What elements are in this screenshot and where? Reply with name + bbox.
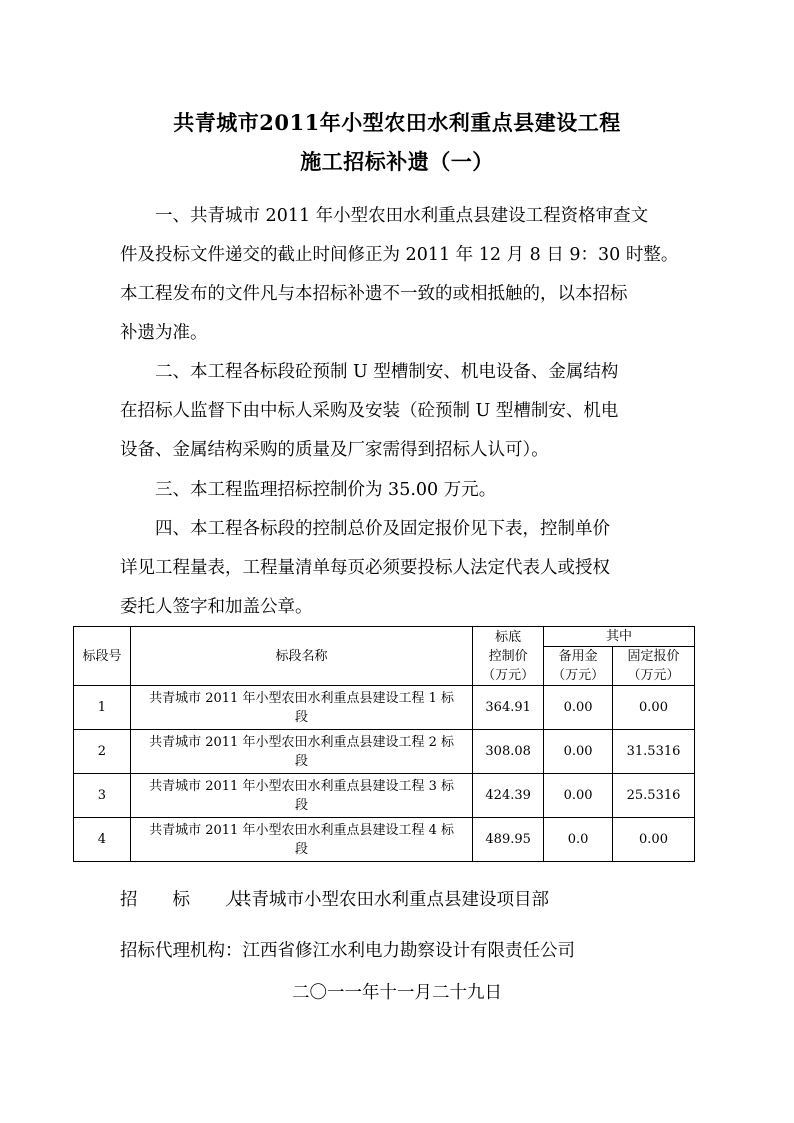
header-fixed-price xyxy=(613,647,695,686)
agency-label: 招标代理机构： xyxy=(120,941,243,961)
paragraph-4 xyxy=(120,510,676,627)
page-title-line2: 施工招标补遗（一） xyxy=(300,149,494,174)
table-row xyxy=(74,730,695,774)
cell-section-name xyxy=(130,730,472,774)
table-row xyxy=(74,774,695,818)
cell-reserve: 0.00 xyxy=(544,686,613,730)
tenderer-label: 招 标 人： xyxy=(120,890,260,910)
cell-section-name xyxy=(130,686,472,730)
agency-line xyxy=(120,937,575,962)
cell-control-price: 424.39 xyxy=(473,774,544,818)
header-control-price-l2: 控制价 xyxy=(488,648,528,664)
cell-name-l1: 共青城市 2011 年小型农田水利重点县建设工程 1 标 xyxy=(149,690,454,706)
cell-control-price: 489.95 xyxy=(473,818,544,862)
cell-section-name xyxy=(130,818,472,862)
page-title-line1: 共青城市2011年小型农田水利重点县建设工程 xyxy=(173,110,621,135)
bid-section-table xyxy=(73,626,695,862)
paragraph-line: 本工程发布的文件凡与本招标补遗不一致的或相抵触的，以本招标 xyxy=(120,284,628,304)
header-reserve xyxy=(544,647,613,686)
header-control-price xyxy=(473,627,544,686)
paragraph-line: 件及投标文件递交的截止时间修正为 2011 年 12 月 8 日 9：30 时整。 xyxy=(120,245,679,265)
paragraph-line: 补遗为准。 xyxy=(120,323,208,343)
header-control-price-l3: （万元） xyxy=(482,667,535,683)
cell-section-no: 2 xyxy=(74,730,131,774)
header-section-name: 标段名称 xyxy=(130,627,472,686)
cell-control-price: 364.91 xyxy=(473,686,544,730)
cell-fixed-price: 0.00 xyxy=(613,686,695,730)
header-section-no: 标段号 xyxy=(74,627,131,686)
cell-name-l2: 段 xyxy=(295,797,309,813)
cell-reserve: 0.00 xyxy=(544,730,613,774)
cell-name-l2: 段 xyxy=(295,709,309,725)
cell-name-l1: 共青城市 2011 年小型农田水利重点县建设工程 2 标 xyxy=(149,734,454,750)
cell-name-l2: 段 xyxy=(295,753,309,769)
cell-section-no: 4 xyxy=(74,818,131,862)
tenderer-line xyxy=(120,886,549,911)
paragraph-line: 一、共青城市 2011 年小型农田水利重点县建设工程资格审查文 xyxy=(120,206,649,226)
paragraph-line: 三、本工程监理招标控制价为 35.00 万元。 xyxy=(120,480,497,500)
header-fixed-l1: 固定报价 xyxy=(627,649,680,664)
paragraph-line: 委托人签字和加盖公章。 xyxy=(120,597,313,617)
table-row xyxy=(74,686,695,730)
cell-section-no: 1 xyxy=(74,686,131,730)
paragraph-line: 设备、金属结构采购的质量及厂家需得到招标人认可）。 xyxy=(120,440,549,460)
cell-fixed-price: 25.5316 xyxy=(613,774,695,818)
tenderer-name: 共青城市小型农田水利重点县建设项目部 xyxy=(234,890,549,910)
header-reserve-l1: 备用金 xyxy=(558,649,598,664)
paragraph-2 xyxy=(120,353,676,470)
paragraph-line: 详见工程量表，工程量清单每页必须要投标人法定代表人或授权 xyxy=(120,558,610,578)
cell-name-l1: 共青城市 2011 年小型农田水利重点县建设工程 3 标 xyxy=(149,778,454,794)
cell-fixed-price: 31.5316 xyxy=(613,730,695,774)
cell-name-l1: 共青城市 2011 年小型农田水利重点县建设工程 4 标 xyxy=(149,822,454,838)
document-date: 二〇一一年十一月二十九日 xyxy=(292,983,502,1003)
header-fixed-l2: （万元） xyxy=(627,668,680,683)
paragraph-line: 二、本工程各标段砼预制 U 型槽制安、机电设备、金属结构 xyxy=(120,362,619,382)
header-control-price-l1: 标底 xyxy=(495,629,522,645)
header-group: 其中 xyxy=(544,627,695,647)
cell-reserve: 0.0 xyxy=(544,818,613,862)
table-row xyxy=(74,818,695,862)
paragraph-3 xyxy=(120,471,676,510)
cell-section-no: 3 xyxy=(74,774,131,818)
cell-reserve: 0.00 xyxy=(544,774,613,818)
paragraph-1 xyxy=(120,197,679,353)
cell-name-l2: 段 xyxy=(295,841,309,857)
cell-control-price: 308.08 xyxy=(473,730,544,774)
cell-fixed-price: 0.00 xyxy=(613,818,695,862)
cell-section-name xyxy=(130,774,472,818)
paragraph-line: 在招标人监督下由中标人采购及安装（砼预制 U 型槽制安、机电 xyxy=(120,401,619,421)
paragraph-line: 四、本工程各标段的控制总价及固定报价见下表，控制单价 xyxy=(120,519,610,539)
header-reserve-l2: （万元） xyxy=(552,668,605,683)
agency-name: 江西省修江水利电力勘察设计有限责任公司 xyxy=(242,941,575,961)
